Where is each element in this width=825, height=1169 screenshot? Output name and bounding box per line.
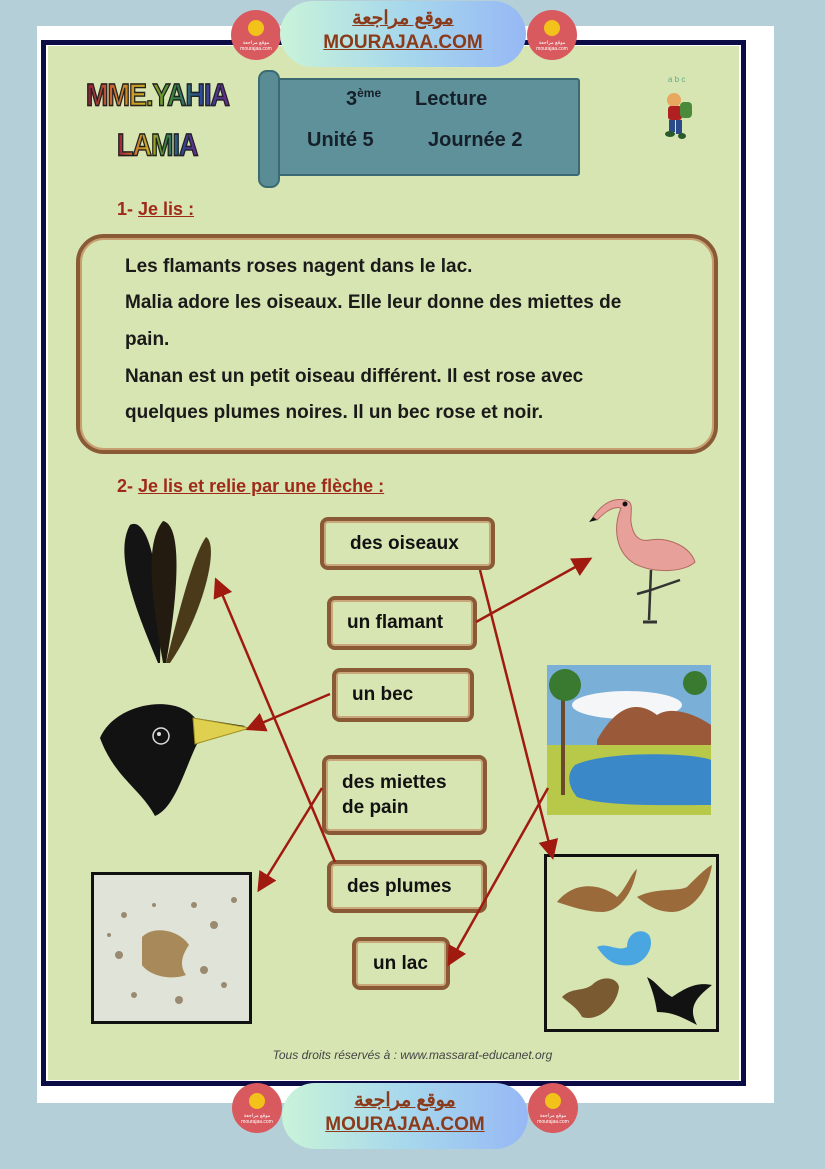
title-scroll-banner	[258, 68, 578, 178]
bread-crumbs-image	[91, 872, 252, 1024]
mourajaa-bottom-banner[interactable]: موقع مراجعة MOURAJAA.COM	[282, 1083, 528, 1149]
reading-line: quelques plumes noires. Il un bec rose et noir.	[125, 402, 544, 423]
word-box-des-oiseaux[interactable]: des oiseaux	[320, 517, 495, 570]
lake-image	[547, 665, 711, 815]
mourajaa-badge-logo: موقع مراجعة mourajaa.com	[231, 10, 281, 60]
svg-text:a b c: a b c	[668, 75, 686, 84]
birds-image	[544, 854, 719, 1032]
bird-head-beak-image	[95, 698, 255, 818]
word-box-un-bec[interactable]: un bec	[332, 668, 474, 722]
mourajaa-badge-logo: موقع مراجعة mourajaa.com	[232, 1083, 282, 1133]
feathers-image	[108, 515, 218, 665]
section2-heading: 2- Je lis et relie par une flèche :	[117, 476, 385, 496]
grade-level: 3ème	[346, 86, 382, 110]
unit-label: Unité 5	[307, 129, 374, 151]
mourajaa-badge-logo: موقع مراجعة mourajaa.com	[527, 10, 577, 60]
teacher-name: MME.YAHIA	[86, 77, 230, 113]
running-child-illustration	[656, 68, 706, 140]
word-box-des-plumes[interactable]: des plumes	[327, 860, 487, 913]
teacher-firstname: LAMIA	[117, 127, 198, 163]
word-box-des-miettes-de-pain[interactable]: des miettes de pain	[322, 755, 487, 835]
word-box-un-flamant[interactable]: un flamant	[327, 596, 477, 650]
reading-line: Les flamants roses nagent dans le lac.	[125, 256, 473, 277]
reading-line: pain.	[125, 329, 170, 350]
day-label: Journée 2	[428, 129, 523, 151]
reading-line: Malia adore les oiseaux. Elle leur donne des miettes de	[125, 292, 622, 313]
section1-heading: 1- Je lis :	[117, 199, 195, 219]
mourajaa-badge-logo: موقع مراجعة mourajaa.com	[528, 1083, 578, 1133]
word-box-un-lac[interactable]: un lac	[352, 937, 450, 990]
mourajaa-top-banner[interactable]: موقع مراجعة MOURAJAA.COM	[280, 1, 526, 67]
flamingo-image	[585, 492, 705, 627]
subject-title: Lecture	[415, 88, 488, 110]
copyright-footer: Tous droits réservés à : www.massarat-educanet.org	[272, 1048, 553, 1062]
reading-line: Nanan est un petit oiseau différent. Il est rose avec	[125, 366, 584, 387]
